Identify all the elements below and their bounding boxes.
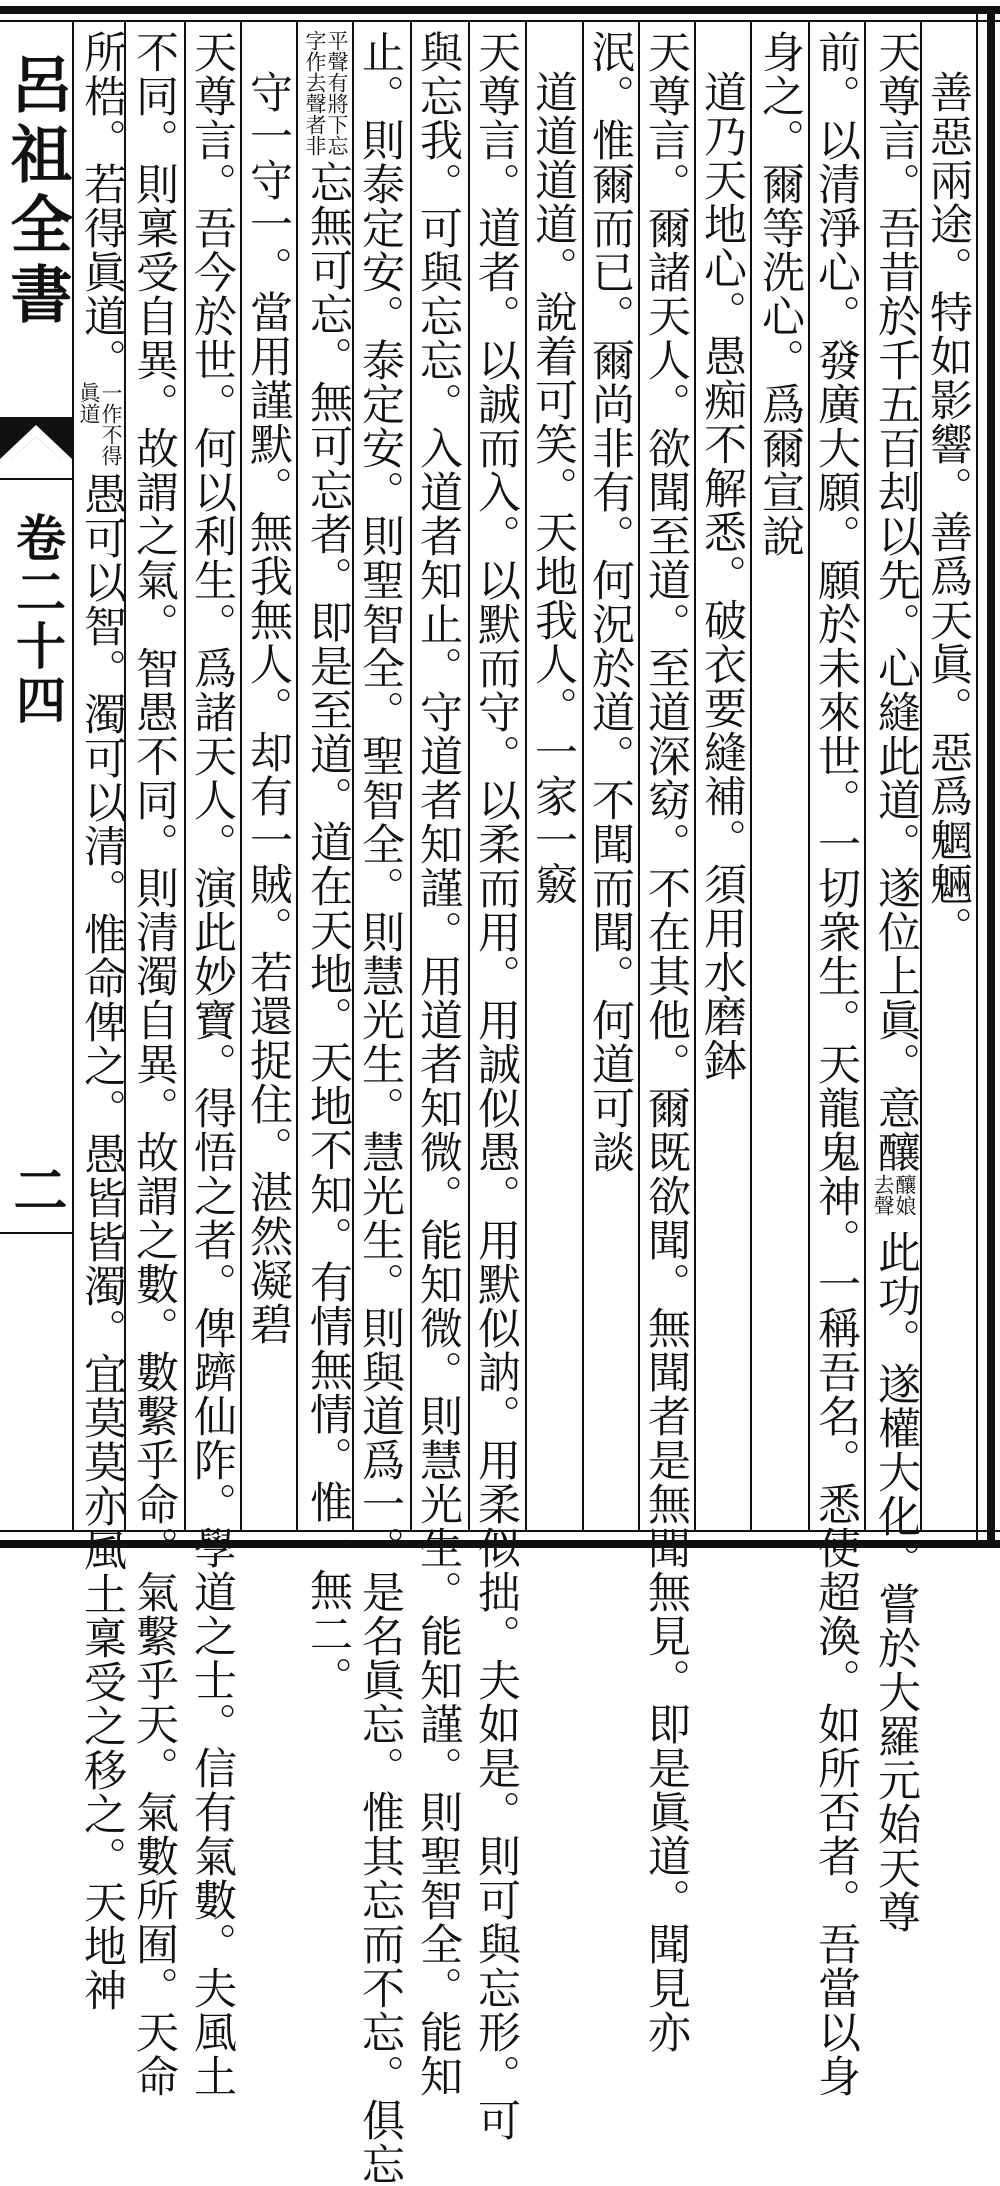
column-text: 所梏。若得眞道。	[77, 30, 127, 382]
column-rule	[184, 22, 186, 1530]
column-text: 道乃天地心。愚痴不解悉。破衣要縫補。須用水磨鉢	[697, 70, 747, 1082]
text-column	[755, 30, 805, 558]
column-text: 善惡兩途。特如影響。善爲天眞。惡爲魍魎。	[923, 70, 973, 950]
column-text: 守一守一。當用謹默。無我無人。却有一賊。若還捉住。湛然凝碧	[243, 70, 293, 1346]
text-column	[413, 30, 463, 2098]
column-text: 忘無可忘。無可忘者。即是至道。道在天地。天地不知。有情無情。惟一無二。	[303, 160, 353, 1700]
column-text: 道道道道。說着可笑。天地我人。一家一竅	[528, 70, 578, 906]
column-rule	[808, 22, 810, 1530]
column-text: 天尊言。吾今於世。何以利生。爲諸天人。演此妙寶。得悟之者。俾躋仙阼。學道之士。信有氣數。夫風土	[187, 30, 237, 2098]
column-text: 與忘我。可與忘忘。入道者知止。守道者知謹。用道者知微。能知微。則慧光生。能知謹。則聖智全。能知	[413, 30, 463, 2098]
text-column	[528, 70, 578, 906]
interlinear-note: 一作不得眞道	[77, 382, 123, 466]
column-rule	[638, 22, 640, 1530]
text-column	[355, 30, 405, 2186]
column-rule	[296, 22, 298, 1530]
column-rule	[525, 22, 527, 1530]
frame-top-inner-border	[0, 20, 1000, 22]
column-text: 前。以清淨心。發廣大願。願於未來世。一切衆生。天龍鬼神。一稱吾名。悉使超渙。如所否者。吾當以身	[811, 30, 861, 2098]
column-text: 天尊言。爾諸天人。欲聞至道。至道深窈。不在其他。爾既欲聞。無聞者是無聞無見。即是眞道。聞見亦	[641, 30, 691, 2054]
text-column	[585, 30, 635, 1174]
column-text: 泯。惟爾而已。爾尚非有。何況於道。不聞而聞。何道可談	[585, 30, 635, 1174]
text-column	[641, 30, 691, 2054]
text-column	[77, 30, 127, 2012]
text-column	[471, 30, 521, 2142]
frame-top-border	[0, 6, 1000, 14]
column-rule	[750, 22, 752, 1530]
text-column	[923, 70, 973, 950]
margin-divider	[0, 1232, 72, 1234]
column-text: 天尊言。吾昔於千五百刦以先。心縫此道。遂位上眞。意釀	[871, 30, 921, 1174]
column-rule	[410, 22, 412, 1530]
text-column	[129, 30, 179, 2098]
text-column	[243, 70, 293, 1346]
text-column	[187, 30, 237, 2098]
text-column	[697, 70, 747, 1082]
column-rule	[468, 22, 470, 1530]
column-text: 愚可以智。濁可以清。惟命俾之。愚皆皆濁。宜莫莫亦風土稟受之移之。天地神	[77, 472, 127, 2012]
column-text: 天尊言。道者。以誠而入。以默而守。以柔而用。用誠似愚。用默似訥。用柔似拙。夫如是。則可與忘形。可	[471, 30, 521, 2142]
frame-right-inner-border	[976, 6, 978, 1548]
column-rule	[864, 22, 866, 1530]
text-column	[811, 30, 861, 2098]
text-column	[303, 30, 353, 1700]
page-number: 二	[5, 1162, 69, 1216]
column-text: 身之。爾等洗心。爲爾宣說	[755, 30, 805, 558]
column-text: 止。則泰定安。泰定安。則聖智全。聖智全。則慧光生。慧光生。則與道爲一。是名眞忘。惟其忘而不忘。俱忘	[355, 30, 405, 2186]
fishtail-mark-icon	[0, 417, 72, 497]
frame-right-border	[987, 6, 995, 1548]
column-rule	[694, 22, 696, 1530]
interlinear-note: 平聲有將下忘字作去聲者非	[303, 30, 349, 156]
column-rule	[582, 22, 584, 1530]
interlinear-note: 釀娘去聲	[871, 1174, 917, 1216]
text-column	[871, 30, 921, 1934]
column-text: 不同。則稟受自異。故謂之氣。智愚不同。則清濁自異。故謂之數。數繫乎命。氣繫乎天。氣數所囿。天命	[129, 30, 179, 2098]
book-title: 呂祖全書	[0, 52, 73, 332]
margin-strip	[0, 22, 74, 1530]
volume-label: 卷二十四	[8, 512, 67, 728]
column-rule	[240, 22, 242, 1530]
column-text: 此功。遂權大化。嘗於大羅元始天尊	[871, 1230, 921, 1934]
